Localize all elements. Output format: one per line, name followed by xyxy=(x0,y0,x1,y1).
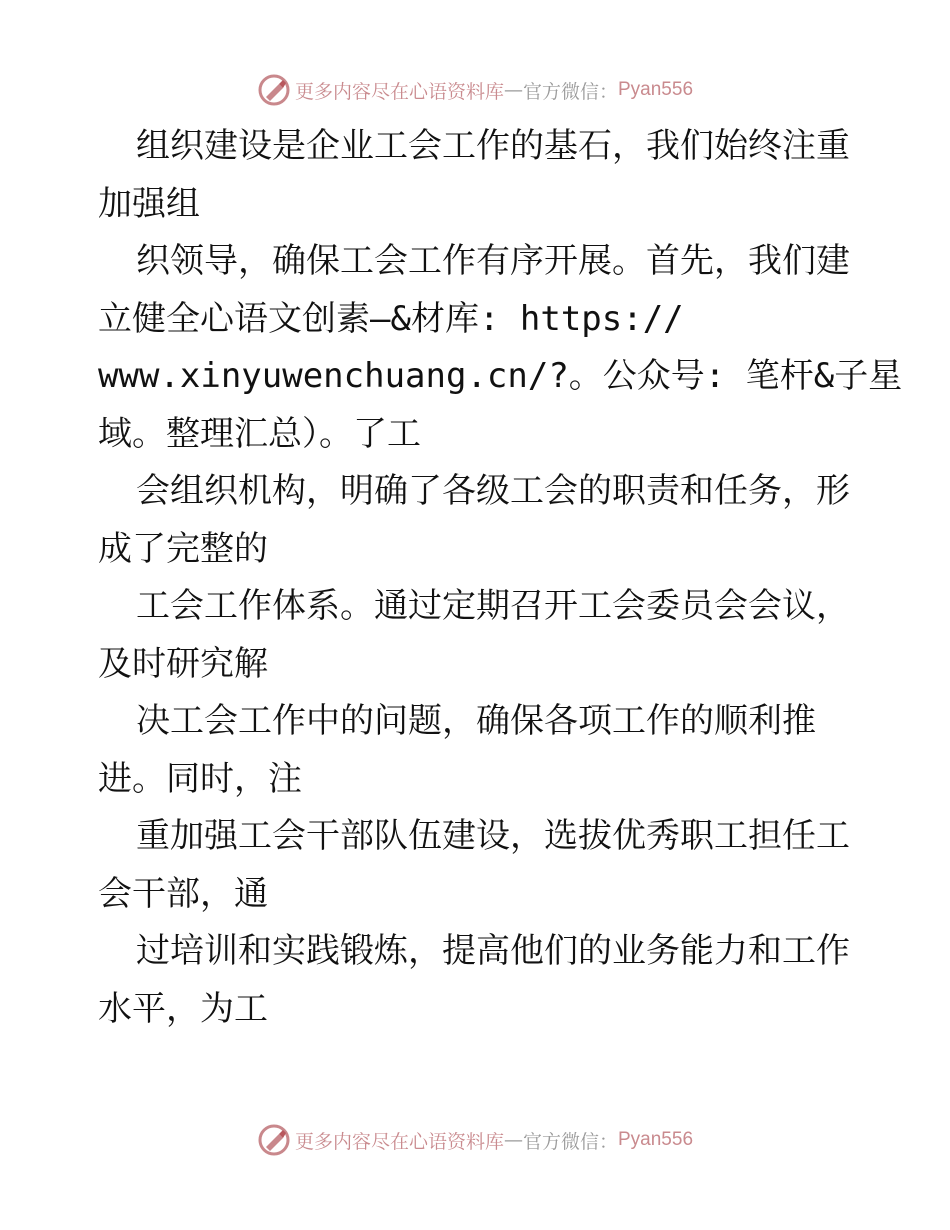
body-line: 重加强工会干部队伍建设，选拔优秀职工担任工 xyxy=(136,816,850,856)
body-line: 水平，为工 xyxy=(98,988,268,1029)
body-line: 组织建设是企业工会工作的基石，我们始终注重 xyxy=(136,126,850,166)
body-line: 织领导，确保工会工作有序开展。首先，我们建 xyxy=(136,241,850,281)
body-line: 成了完整的 xyxy=(98,528,268,569)
banner-wechat-label: 官方微信： xyxy=(522,80,618,103)
banner-wechat-label: 官方微信： xyxy=(522,1130,618,1153)
header-banner xyxy=(0,70,950,110)
body-line: 决工会工作中的问题，确保各项工作的顺利推 xyxy=(136,701,816,741)
banner-dash: — xyxy=(503,79,523,101)
banner-wechat-id: Pyan556 xyxy=(618,1129,694,1150)
body-line: 进。同时，注 xyxy=(98,758,302,799)
body-line: 域。整理汇总）。了工 xyxy=(98,413,421,454)
pen-nib-seal-icon xyxy=(257,73,291,107)
body-line: 会干部，通 xyxy=(98,873,268,914)
body-line: 工会工作体系。通过定期召开工会委员会会议， xyxy=(136,586,850,626)
body-line: 过培训和实践锻炼，提高他们的业务能力和工作 xyxy=(136,931,850,971)
body-line: 立健全心语文创素—&材库: https:// xyxy=(98,298,684,339)
banner-site-text: 更多内容尽在心语资料库 xyxy=(294,80,504,103)
banner-wechat-id: Pyan556 xyxy=(618,79,694,100)
banner-site-text: 更多内容尽在心语资料库 xyxy=(294,1130,504,1153)
pen-nib-seal-icon xyxy=(257,1123,291,1157)
banner-dash: — xyxy=(503,1129,523,1151)
body-line: www.xinyuwenchuang.cn/?。公众号: 笔杆&子星 xyxy=(98,356,903,396)
body-line: 会组织机构，明确了各级工会的职责和任务，形 xyxy=(136,471,850,511)
document-body xyxy=(98,118,903,1038)
body-line: 及时研究解 xyxy=(98,643,268,684)
footer-banner xyxy=(0,1120,950,1160)
body-line: 加强组 xyxy=(98,183,200,224)
